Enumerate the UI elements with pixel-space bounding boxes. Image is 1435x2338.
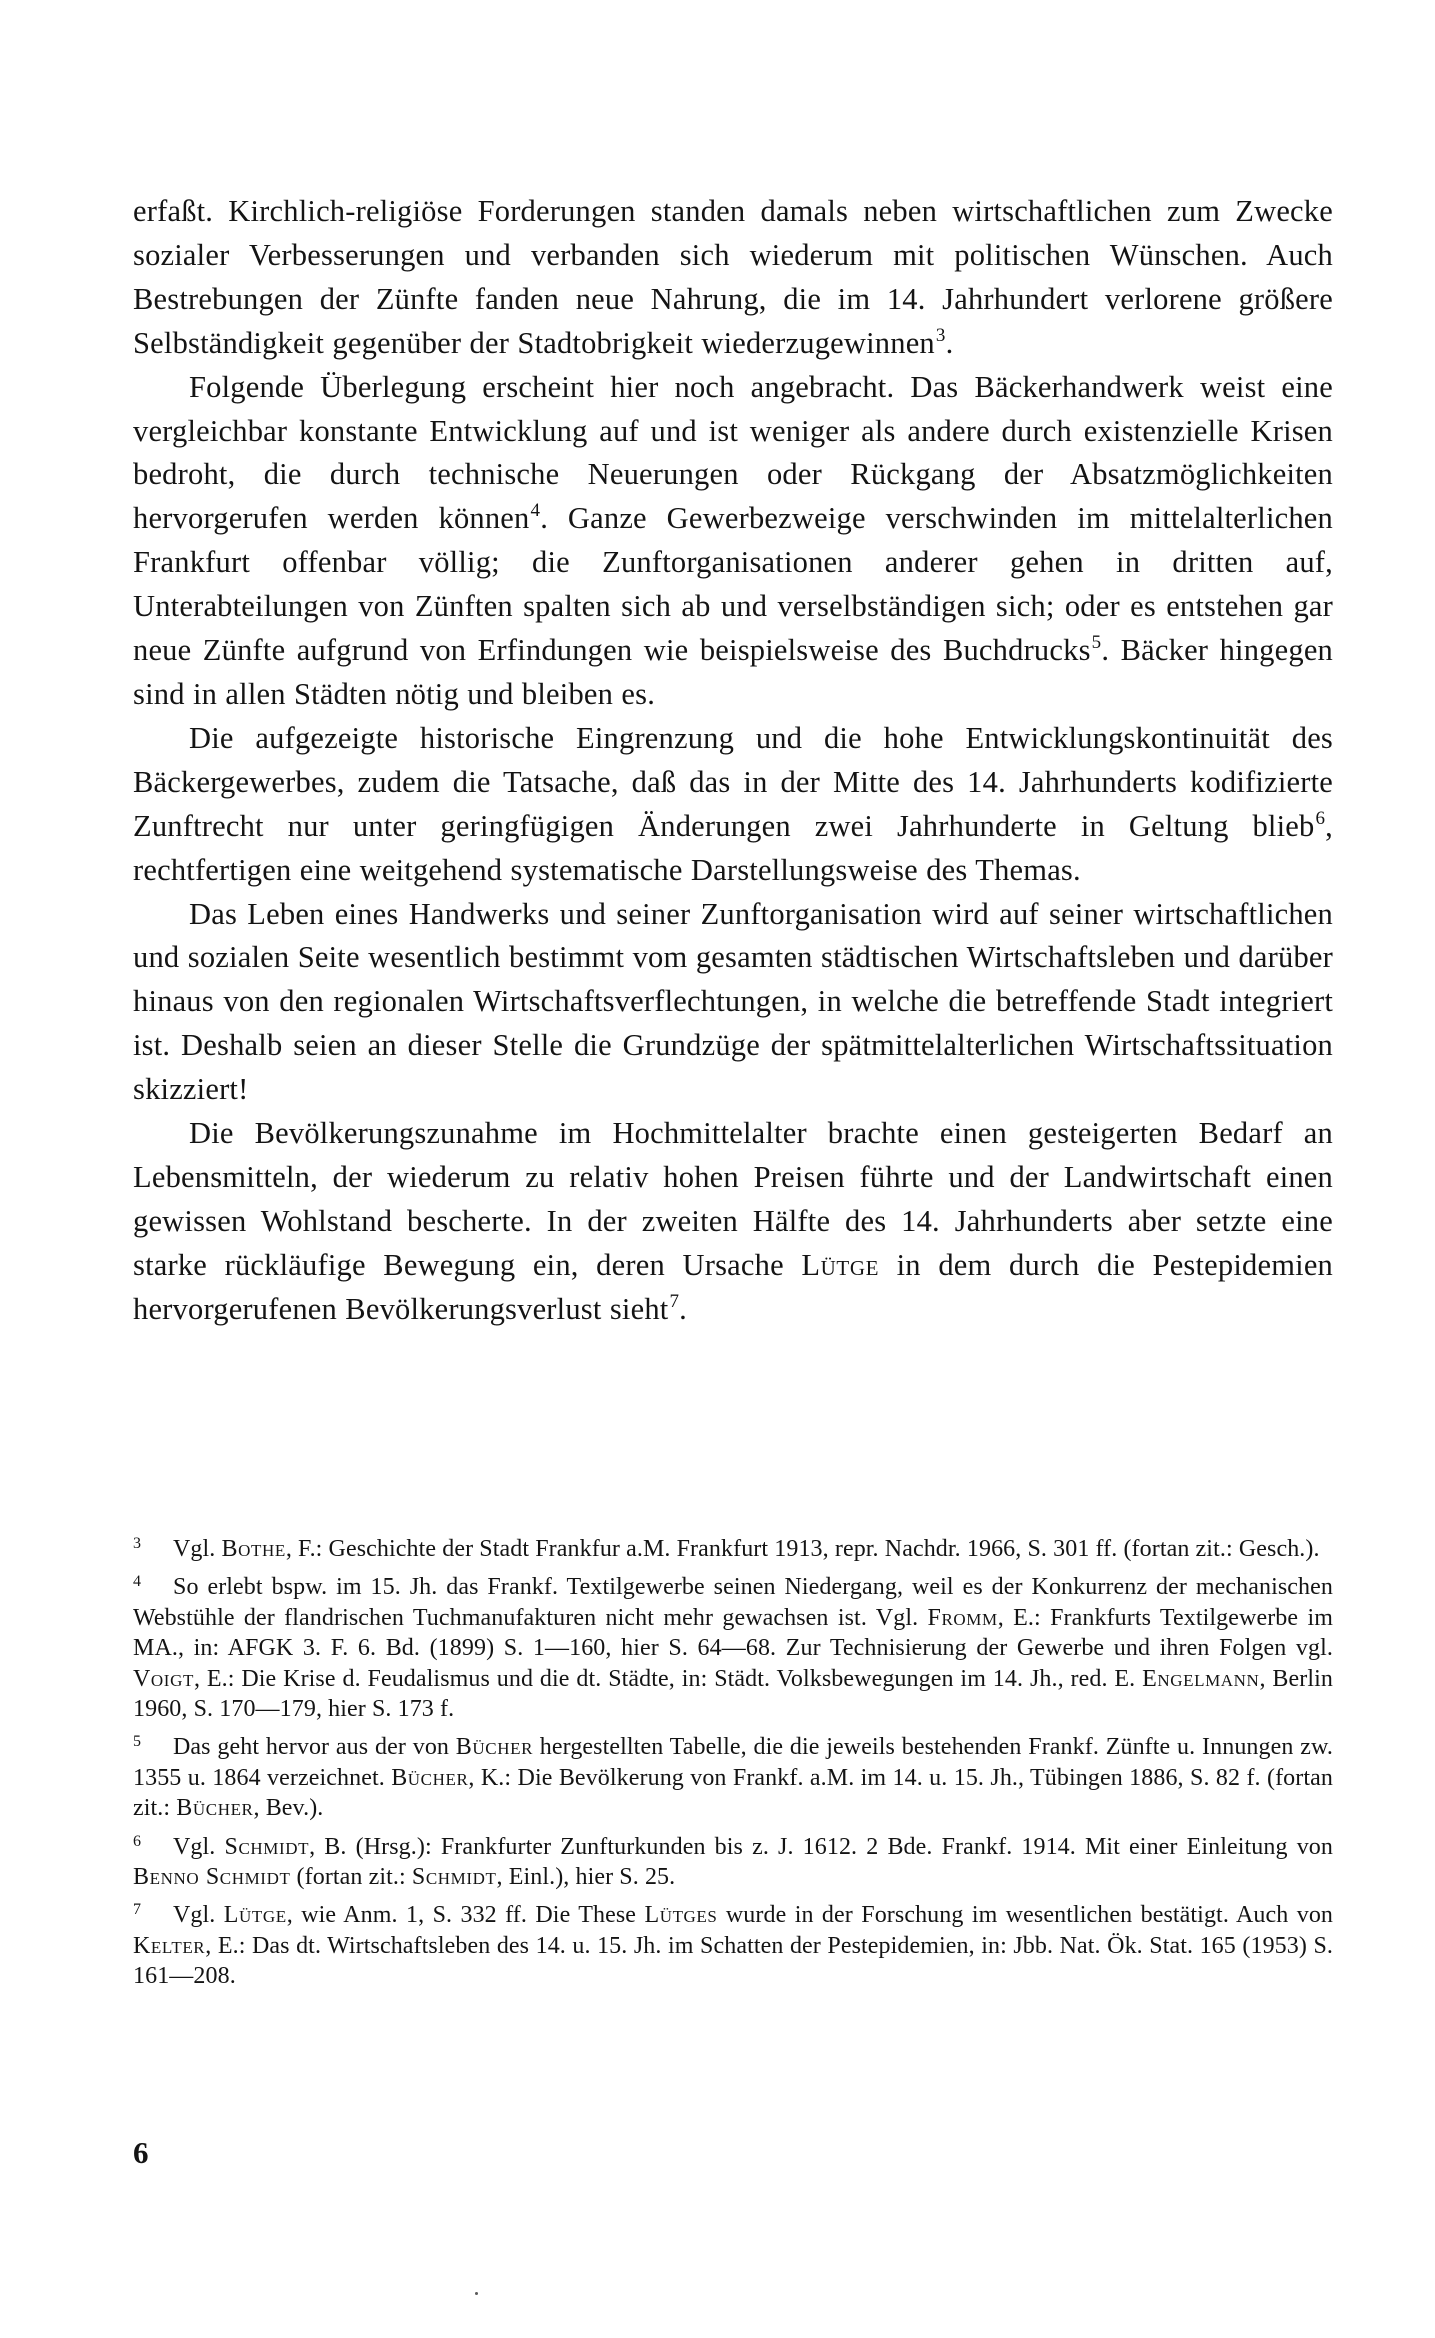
footnote-text: , E.: Frankfurts Textilgewerbe im MA., in: AFGK 3. F. 6. Bd. (1899) S. 1—160, hier S. 64—68. Zur Technisierung der Gewerbe und ihren Folgen vgl. [133, 1604, 1334, 1662]
page-number: 6 [133, 2135, 149, 2170]
footnote-text: , Bev.). [253, 1795, 324, 1822]
footnote-ref-3[interactable]: 3 [935, 324, 946, 346]
paragraph-4 [133, 893, 1333, 1113]
footnote-ref-7[interactable]: 7 [669, 1290, 680, 1312]
paragraph-1 [133, 190, 1333, 366]
paragraph-2-middle: . Ganze Gewerbezweige verschwinden im mittelalterlichen Frankfurt offenbar völlig; die Zunftorganisationen anderer gehen in dritten auf, Unterabteilungen von Zünften spalten sich ab und verselbständigen sich; oder es entstehen gar neue Zünfte aufgrund von Erfindungen wie beispielsweise des Buchdrucks [133, 501, 1333, 668]
footnote-author: Bücher [455, 1734, 534, 1761]
author-name-luetge: Lütge [801, 1247, 880, 1282]
footnote-text: , wie Anm. 1, S. 332 ff. Die These [286, 1902, 645, 1929]
footnote-author: Engelmann [1142, 1665, 1260, 1692]
footnote-author: Benno Schmidt [133, 1864, 291, 1891]
footnote-ref-6[interactable]: 6 [1315, 807, 1326, 829]
footnote-author: Bothe [221, 1536, 286, 1562]
footnote-text: wurde in der Forschung im wesentlichen bestätigt. Auch von [717, 1902, 1334, 1929]
footnote-ref-5[interactable]: 5 [1091, 632, 1102, 654]
footnote-text: hergestellten Tabelle, die die jeweils bestehenden Frankf. Zünfte u. Innungen zw. 1355 u. 1864 verzeichnet. [133, 1734, 1333, 1791]
footnote-5: 5 Das geht hervor aus der von Bücher hergestellten Tabelle, die die jeweils bestehenden Frankf. Zünfte u. Innungen zw. 1355 u. 1864 verzeichnet. Bücher, K.: Die Bevölkerung von Frankf. a.M. im 14. u. 15. Jh., Tübingen 1886, S. 82 f. (fortan zit.: Bücher, Bev.). [133, 1733, 1333, 1822]
footnote-text: , E.: Die Krise d. Feudalismus und die dt. Städte, in: Städt. Volksbewegungen im 14. Jh., red. E. [193, 1665, 1143, 1692]
paragraph-5 [133, 1112, 1333, 1332]
body-text [133, 190, 1333, 1332]
footnote-text: Vgl. [173, 1902, 224, 1929]
footnote-author: Kelter [133, 1932, 206, 1959]
footnote-text: , E.: Das dt. Wirtschaftsleben des 14. u. 15. Jh. im Schatten der Pestepidemien, in: Jbb. Nat. Ök. Stat. 165 (1953) S. 161—208. [133, 1932, 1333, 1990]
footnote-author: Schmidt [224, 1833, 310, 1860]
paragraph-5-text: Die Bevölkerungszunahme im Hochmittelalter brachte einen gesteigerten Bedarf an Lebensmitteln, der wiederum zu relativ hohen Preisen führte und der Landwirtschaft einen gewissen Wohlstand bescherte. In der zweiten Hälfte des 14. Jahrhunderts aber setzte eine starke rückläufige Bewegung ein, deren Ursache [133, 1116, 1333, 1282]
footnote-text: , Einl.), hier S. 25. [496, 1864, 676, 1891]
footnote-text: So erlebt bspw. im 15. Jh. das Frankf. Textilgewerbe seinen Niedergang, weil es der Konkurrenz der mechanischen Webstühle der flandrischen Tuchmanufakturen nicht mehr gewachsen ist. Vgl. [133, 1574, 1333, 1631]
footnote-4: 4 So erlebt bspw. im 15. Jh. das Frankf. Textilgewerbe seinen Niedergang, weil es der Konkurrenz der mechanischen Webstühle der flandrischen Tuchmanufakturen nicht mehr gewachsen ist. Vgl. Fromm, E.: Frankfurts Textilgewerbe im MA., in: AFGK 3. F. 6. Bd. (1899) S. 1—160, hier S. 64—68. Zur Technisierung der Gewerbe und ihren Folgen vgl. Voigt, E.: Die Krise d. Feudalismus und die dt. Städte, in: Städt. Volksbewegungen im 14. Jh., red. E. Engelmann, Berlin 1960, S. 170—179, hier S. 173 f. [133, 1573, 1334, 1723]
paragraph-4-text: Das Leben eines Handwerks und seiner Zunftorganisation wird auf seiner wirtschaftlichen und sozialen Seite wesentlich bestimmt vom gesamten städtischen Wirtschaftsleben und darüber hinaus von den regionalen Wirtschaftsverflechtungen, in welche die betreffende Stadt integriert ist. Deshalb seien an dieser Stelle die Grundzüge der spätmittelalterlichen Wirtschaftssituation skizziert! [133, 896, 1333, 1107]
footnote-text: Das geht hervor aus der von [173, 1734, 456, 1761]
footnote-text: , Berlin 1960, S. 170—179, hier S. 173 f. [133, 1665, 1333, 1723]
footnote-7: 7 Vgl. Lütge, wie Anm. 1, S. 332 ff. Die These Lütges wurde in der Forschung im wesentlichen bestätigt. Auch von Kelter, E.: Das dt. Wirtschaftsleben des 14. u. 15. Jh. im Schatten der Pestepidemien, in: Jbb. Nat. Ök. Stat. 165 (1953) S. 161—208. [133, 1901, 1334, 1990]
paragraph-2-end: . Bäcker hingegen sind in allen Städten nötig und bleiben es. [133, 633, 1334, 711]
footnote-author: Voigt [133, 1665, 194, 1692]
footnote-6: 6 Vgl. Schmidt, B. (Hrsg.): Frankfurter Zunfturkunden bis z. J. 1612. 2 Bde. Frankf. 1914. Mit einer Einleitung von Benno Schmidt (fortan zit.: Schmidt, Einl.), hier S. 25. [133, 1832, 1333, 1891]
paragraph-2 [133, 366, 1333, 717]
footnote-author: Fromm [927, 1604, 998, 1631]
scan-speck [475, 2292, 478, 2295]
footnote-author: Bücher [391, 1764, 469, 1791]
footnote-author: Bücher [176, 1795, 254, 1822]
paragraph-5-middle: in dem durch die Pestepidemien hervorgerufenen Bevölkerungsverlust sieht [133, 1247, 1334, 1326]
paragraph-1-text: erfaßt. Kirchlich-religiöse Forderungen standen damals neben wirtschaftlichen zum Zwecke sozialer Verbesserungen und verbanden sich wiederum mit politischen Wünschen. Auch Bestrebungen der Zünfte fanden neue Nahrung, die im 14. Jahrhundert verlorene größere Selbständigkeit gegenüber der Stadtobrigkeit wiederzugewinnen [133, 194, 1333, 360]
paragraph-3-end: , rechtfertigen eine weitgehend systematische Darstellungsweise des Themas. [133, 808, 1333, 887]
paragraph-2-text: Folgende Überlegung erscheint hier noch angebracht. Das Bäckerhandwerk weist eine vergleichbar konstante Entwicklung auf und ist weniger als andere durch existenzielle Krisen bedroht, die durch technische Neuerungen oder Rückgang der Absatzmöglichkeiten hervorgerufen werden können [133, 369, 1333, 536]
footnote-text: (fortan zit.: [290, 1864, 412, 1891]
footnote-text: Vgl. [173, 1833, 225, 1860]
footnote-author: Lütges [644, 1902, 718, 1929]
paragraph-3-text: Die aufgezeigte historische Eingrenzung und die hohe Entwicklungskontinuität des Bäckergewerbes, zudem die Tatsache, daß das in der Mitte des 14. Jahrhunderts kodifizierte Zunftrecht nur unter geringfügigen Änderungen zwei Jahrhunderte in Geltung blieb [133, 720, 1333, 843]
footnote-ref-4[interactable]: 4 [530, 500, 541, 522]
footnote-text: , B. (Hrsg.): Frankfurter Zunfturkunden bis z. J. 1612. 2 Bde. Frankf. 1914. Mit einer Einleitung von [309, 1833, 1333, 1860]
footnote-3: 3 Vgl. Bothe, F.: Geschichte der Stadt Frankfur a.M. Frankfurt 1913, repr. Nachdr. 1966, S. 301 ff. (fortan zit.: Gesch.). [133, 1535, 1320, 1562]
paragraph-1-end: . [945, 325, 954, 360]
footnote-author: Lütge [223, 1902, 287, 1929]
footnote-author: Schmidt [411, 1864, 497, 1891]
paragraph-3 [133, 717, 1333, 893]
footnote-text: Vgl. [173, 1536, 222, 1562]
footnote-text: , K.: Die Bevölkerung von Frankf. a.M. im 14. u. 15. Jh., Tübingen 1886, S. 82 f. (fortan zit.: [133, 1764, 1333, 1822]
footnotes [133, 1534, 1333, 2000]
paragraph-5-end: . [679, 1291, 687, 1326]
footnote-text: , F.: Geschichte der Stadt Frankfur a.M. Frankfurt 1913, repr. Nachdr. 1966, S. 301 ff. (fortan zit.: Gesch.). [285, 1536, 1320, 1562]
